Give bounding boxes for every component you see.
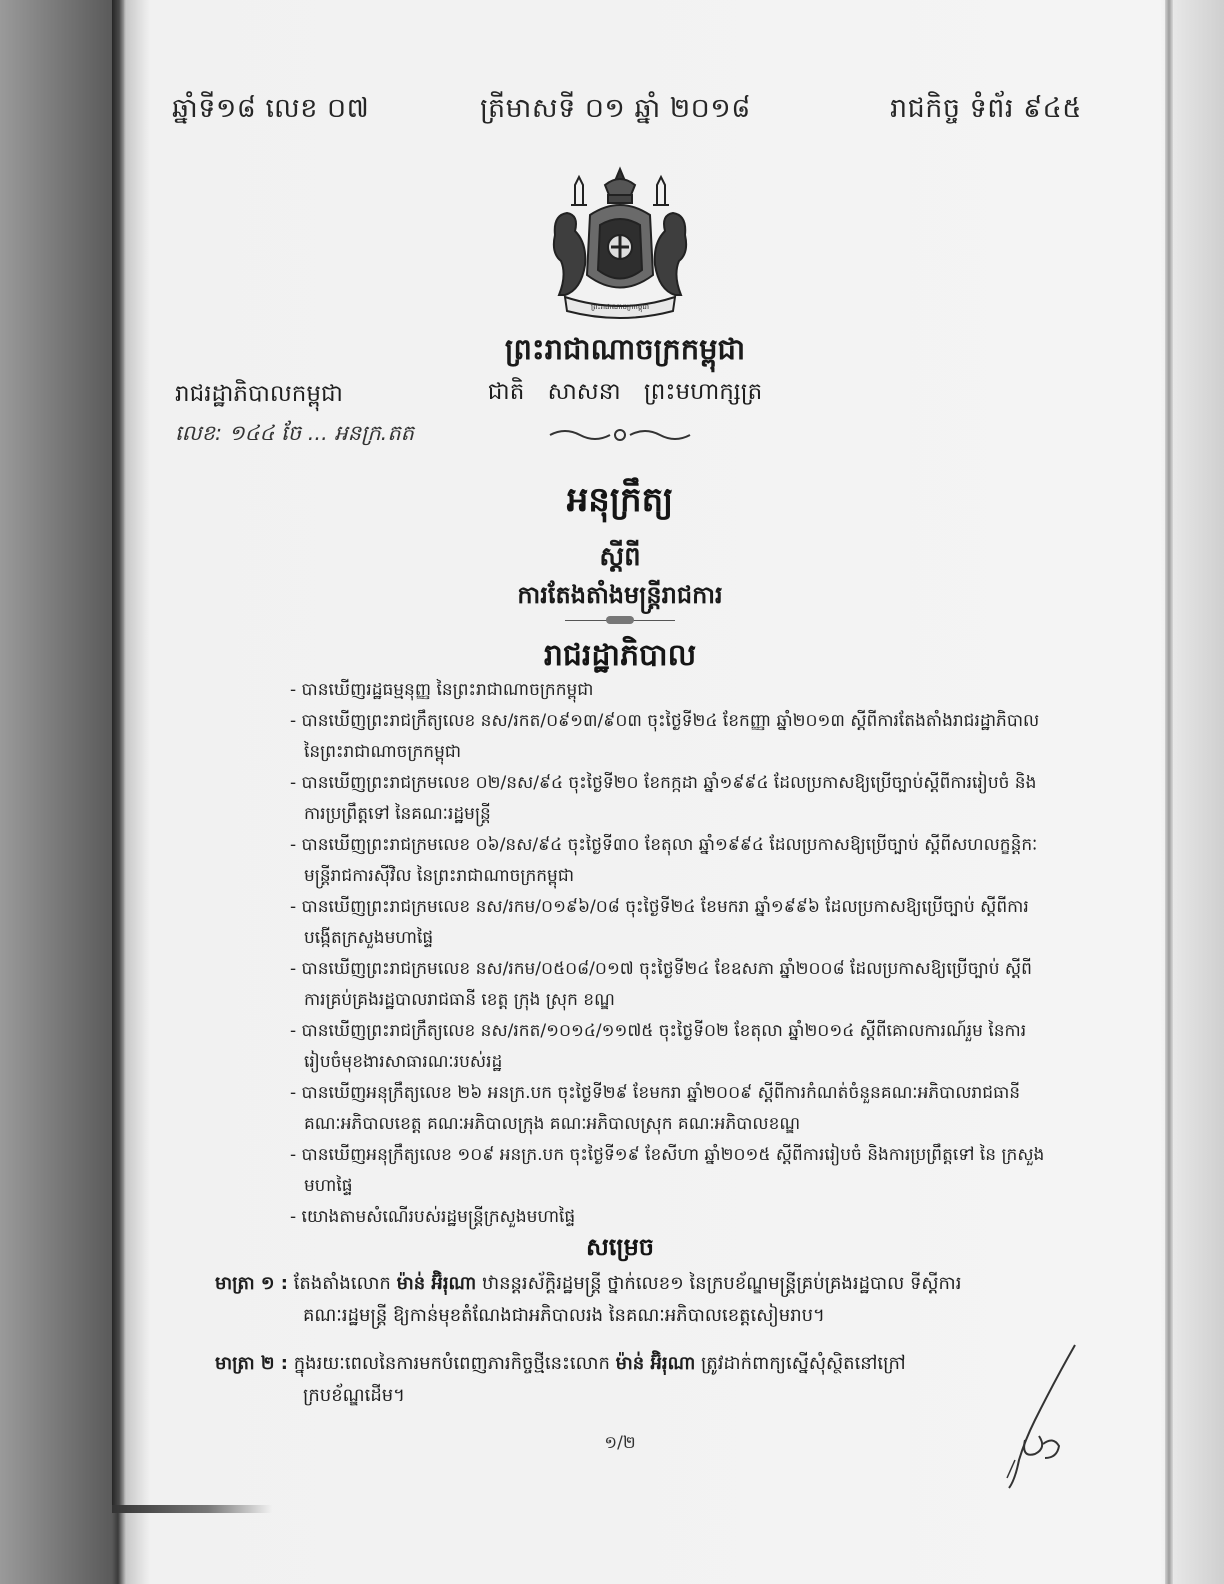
article-2-label: មាត្រា ២ : — [215, 1353, 288, 1374]
government-header: រាជរដ្ឋាភិបាលកម្ពុជា — [175, 381, 343, 407]
reference-item: - បានឃើញព្រះរាជក្រឹត្យលេខ នស/រកត/០៩១៣/៩០៣ ចុះថ្ងៃទី២៤ ខែកញ្ញា ឆ្នាំ២០១៣ ស្តីពីការតែងតាំងរាជរដ្ឋាភិបាល នៃព្រះរាជាណាចក្រកម្ពុជា — [290, 706, 1050, 768]
article-2-text-after: ត្រូវដាក់ពាក្យស្នើសុំស្ថិតនៅក្រៅ — [695, 1353, 906, 1374]
reference-item: - បានឃើញអនុក្រឹត្យលេខ ២៦ អនក្រ.បក ចុះថ្ងៃទី២៩ ខែមករា ឆ្នាំ២០០៩ ស្តីពីការកំណត់ចំនួនគណៈអភិបាលរាជធានី គណៈអភិបាលខេត្ត គណៈអភិបាលក្រុង គណៈអភិបាលស្រុក គណៈអភិបាលខណ្ឌ — [290, 1078, 1050, 1140]
document-title: អនុក្រឹត្យ — [566, 480, 674, 520]
royal-coat-of-arms-emblem — [545, 165, 695, 325]
reference-item: - បានឃើញព្រះរាជក្រមលេខ នស/រកម/០៥០៨/០១៧ ចុះថ្ងៃទី២៤ ខែឧសភា ឆ្នាំ២០០៨ ដែលប្រកាសឱ្យប្រើច្បាប់ ស្តីពីការគ្រប់គ្រងរដ្ឋបាលរាជធានី ខេត្ត ក្រុង ស្រុក ខណ្ឌ — [290, 954, 1050, 1016]
reference-item: - បានឃើញព្រះរាជក្រមលេខ នស/រកម/០១៩៦/០៨ ចុះថ្ងៃទី២៤ ខែមករា ឆ្នាំ១៩៩៦ ដែលប្រកាសឱ្យប្រើច្បាប់ ស្តីពីការបង្កើតក្រសួងមហាផ្ទៃ — [290, 892, 1050, 954]
article-1-appointee-name: ម៉ាន់ អ៊ិរុណា — [396, 1273, 477, 1294]
subject-divider-ornament — [606, 616, 634, 624]
article-2-continuation: ក្របខ័ណ្ឌដើម។ — [303, 1385, 406, 1406]
emblem-scroll-text: ព្រះរាជាណាចក្រកម្ពុជា — [590, 303, 650, 311]
binding-spine-foot — [112, 1505, 272, 1513]
article-1-text-before: តែងតាំងលោក — [288, 1273, 397, 1294]
header-quarter: ត្រីមាសទី ០១ ឆ្នាំ ២០១៨ — [480, 93, 751, 124]
article-1-continuation: គណៈរដ្ឋមន្ត្រី ឱ្យកាន់មុខតំណែងជាអភិបាលរង នៃគណៈអភិបាលខេត្តសៀមរាប។ — [303, 1305, 825, 1326]
article-1-label: មាត្រា ១ : — [215, 1273, 288, 1294]
subject-label: ស្តីពី — [599, 542, 641, 572]
article-1 — [215, 1268, 1055, 1332]
article-2 — [215, 1348, 1055, 1412]
page-number: ១/២ — [604, 1433, 636, 1453]
reference-item: - យោងតាមសំណើរបស់រដ្ឋមន្ត្រីក្រសួងមហាផ្ទៃ — [290, 1202, 1050, 1233]
national-motto: ជាតិ សាសនា ព្រះមហាក្សត្រ — [487, 379, 763, 405]
reference-item: - បានឃើញព្រះរាជក្រមលេខ ០២/នស/៩៤ ចុះថ្ងៃទី២០ ខែកក្កដា ឆ្នាំ១៩៩៤ ដែលប្រកាសឱ្យប្រើច្បាប់ស្តីពីការរៀបចំ និងការប្រព្រឹត្តទៅ នៃគណៈរដ្ឋមន្ត្រី — [290, 768, 1050, 830]
article-1-text-after: ឋានន្តរស័ក្តិរដ្ឋមន្ត្រី ថ្នាក់លេខ១ នៃក្របខ័ណ្ឌមន្ត្រីគ្រប់គ្រងរដ្ឋបាល ទីស្តីការ — [476, 1273, 962, 1294]
initial-signature-icon — [995, 1340, 1090, 1490]
issuing-body: រាជរដ្ឋាភិបាល — [543, 638, 697, 673]
decision-heading: សម្រេច — [585, 1233, 655, 1261]
page-right-edge — [1165, 0, 1173, 1584]
document-subject: ការតែងតាំងមន្ត្រីរាជការ — [517, 581, 723, 609]
article-2-text-before: ក្នុងរយៈពេលនៃការមកបំពេញភារកិច្ចថ្មីនេះលោក — [288, 1353, 616, 1374]
reference-item: - បានឃើញរដ្ឋធម្មនុញ្ញ នៃព្រះរាជាណាចក្រកម្ពុជា — [290, 675, 1050, 706]
reference-item: - បានឃើញព្រះរាជក្រមលេខ ០៦/នស/៩៤ ចុះថ្ងៃទី៣០ ខែតុលា ឆ្នាំ១៩៩៤ ដែលប្រកាសឱ្យប្រើច្បាប់ ស្តីពីសហលក្ខន្តិកៈ មន្ត្រីរាជការស៊ីវិល នៃព្រះរាជាណាចក្រកម្ពុជា — [290, 830, 1050, 892]
legal-references-list — [290, 675, 1050, 1233]
reference-item: - បានឃើញព្រះរាជក្រឹត្យលេខ នស/រកត/១០១៤/១១៧៥ ចុះថ្ងៃទី០២ ខែតុលា ឆ្នាំ២០១៤ ស្តីពីគោលការណ៍រួម នៃការ រៀបចំមុខងារសាធារណៈរបស់រដ្ឋ — [290, 1016, 1050, 1078]
reference-item: - បានឃើញអនុក្រឹត្យលេខ ១០៩ អនក្រ.បក ចុះថ្ងៃទី១៩ ខែសីហា ឆ្នាំ២០១៥ ស្តីពីការរៀបចំ និងការប្រព្រឹត្តទៅ នៃ ក្រសួងមហាផ្ទៃ — [290, 1140, 1050, 1202]
article-2-appointee-name: ម៉ាន់ អ៊ិរុណា — [615, 1353, 696, 1374]
ornament-divider-icon — [540, 425, 700, 445]
kingdom-name: ព្រះរាជាណាចក្រកម្ពុជា — [504, 332, 746, 366]
document-number: លេខ: ១៤៤ ចែ ... អនក្រ.តត — [175, 421, 414, 445]
header-year-issue: ឆ្នាំទី១៨ លេខ ០៧ — [172, 93, 370, 124]
binding-spine-shadow — [112, 0, 124, 1510]
header-gazette-page: រាជកិច្ច ទំព័រ ៩៤៥ — [890, 93, 1082, 124]
